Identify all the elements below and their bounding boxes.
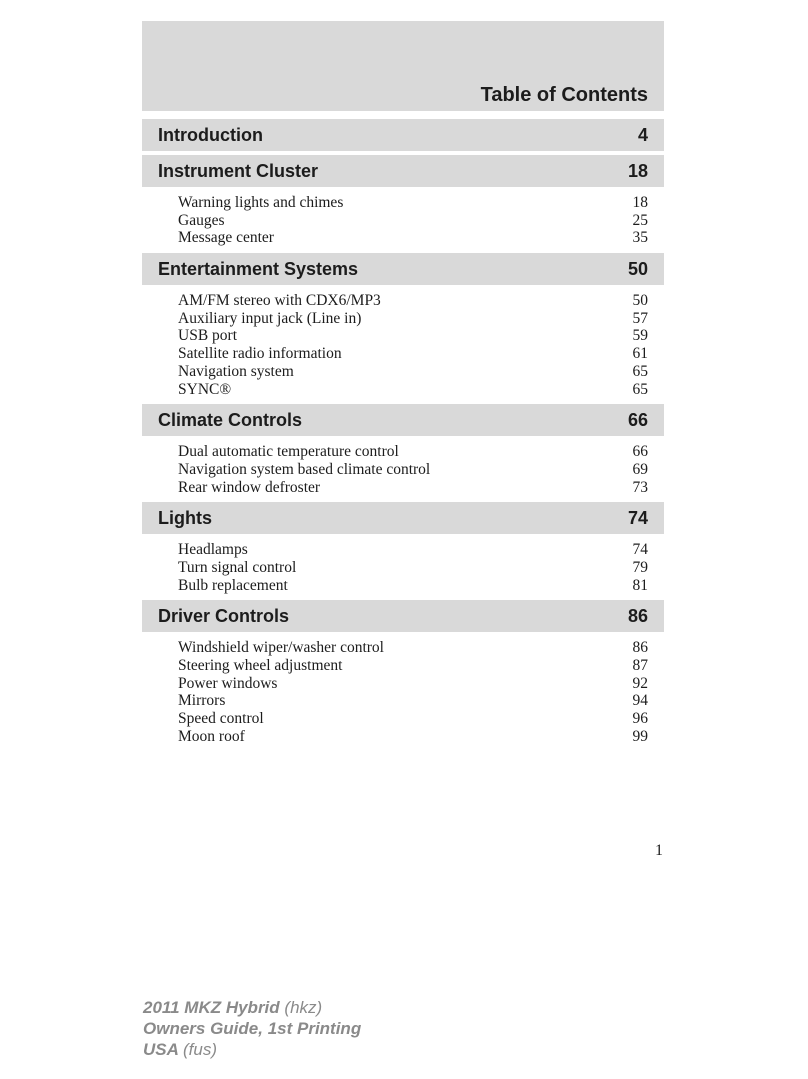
toc-entry-page: 25	[632, 211, 648, 229]
section-page: 18	[627, 160, 648, 181]
toc-entry[interactable]	[142, 292, 664, 310]
toc-section	[142, 155, 664, 249]
toc-entry[interactable]	[142, 310, 664, 328]
footer-model: 2011 MKZ Hybrid	[143, 998, 280, 1017]
toc-entry-label: Satellite radio information	[178, 345, 342, 363]
toc-entry[interactable]	[142, 229, 664, 247]
toc-entry-page: 69	[632, 460, 648, 478]
toc-entry-page: 96	[632, 710, 648, 728]
footer-market-code: (fus)	[183, 1040, 217, 1059]
toc-entry-page: 94	[632, 692, 648, 710]
toc-entry[interactable]	[142, 541, 664, 559]
toc-entry[interactable]	[142, 728, 664, 746]
section-header[interactable]	[142, 404, 664, 436]
footer-line-model	[143, 997, 361, 1018]
toc-entry[interactable]	[142, 461, 664, 479]
toc-entry-page: 35	[632, 229, 648, 247]
toc-entry-page: 99	[632, 727, 648, 745]
section-title: Climate Controls	[158, 409, 303, 430]
toc-entry[interactable]	[142, 710, 664, 728]
section-items	[142, 285, 664, 400]
toc-entry[interactable]	[142, 479, 664, 497]
footer-model-code: (hkz)	[284, 998, 323, 1017]
section-header[interactable]	[142, 253, 664, 285]
section-title: Driver Controls	[158, 605, 290, 626]
toc-entry-page: 65	[632, 362, 648, 380]
section-header[interactable]	[142, 600, 664, 632]
toc-section	[142, 404, 664, 498]
section-items	[142, 436, 664, 498]
page-title: Table of Contents	[480, 84, 648, 106]
section-page: 50	[627, 258, 648, 279]
toc-entry-page: 87	[632, 657, 648, 674]
footer-market: USA	[143, 1040, 179, 1059]
toc-entry-label: Warning lights and chimes	[178, 194, 344, 211]
toc-entry-label: Auxiliary input jack (Line in)	[178, 309, 362, 327]
footer-line-market	[143, 1039, 361, 1060]
section-items	[142, 187, 664, 249]
toc-entry[interactable]	[142, 577, 664, 595]
toc-entry-page: 81	[632, 576, 648, 594]
toc-entry-label: Rear window defroster	[178, 478, 321, 496]
toc-entry-label: Windshield wiper/washer control	[178, 639, 384, 657]
table-of-contents	[142, 119, 664, 751]
toc-entry-label: USB port	[178, 327, 237, 345]
toc-entry[interactable]	[142, 363, 664, 381]
section-header[interactable]	[142, 119, 664, 151]
section-header[interactable]	[142, 155, 664, 187]
section-title: Lights	[158, 507, 212, 528]
toc-section	[142, 119, 664, 151]
title-banner	[142, 21, 664, 111]
section-page: 74	[627, 507, 648, 528]
toc-entry[interactable]	[142, 212, 664, 230]
toc-entry-label: Mirrors	[178, 692, 226, 710]
toc-entry-label: Navigation system based climate control	[178, 460, 431, 478]
section-items	[142, 534, 664, 596]
section-items	[142, 632, 664, 747]
toc-entry[interactable]	[142, 443, 664, 461]
page-number: 1	[655, 842, 663, 859]
toc-entry[interactable]	[142, 675, 664, 693]
toc-entry-label: Dual automatic temperature control	[178, 443, 399, 461]
toc-entry-page: 57	[632, 309, 648, 327]
section-header[interactable]	[142, 502, 664, 534]
toc-section	[142, 600, 664, 747]
toc-entry[interactable]	[142, 692, 664, 710]
section-page: 4	[637, 124, 648, 145]
toc-entry-label: Steering wheel adjustment	[178, 657, 343, 674]
toc-entry-label: Message center	[178, 229, 274, 247]
toc-entry-label: Navigation system	[178, 362, 294, 380]
toc-section	[142, 502, 664, 596]
toc-entry-label: Power windows	[178, 674, 278, 692]
toc-entry-page: 18	[632, 194, 648, 211]
document-footer	[143, 997, 361, 1060]
toc-entry-page: 61	[632, 345, 648, 363]
toc-entry-page: 92	[632, 674, 648, 692]
toc-entry-label: AM/FM stereo with CDX6/MP3	[178, 292, 381, 310]
section-title: Introduction	[158, 124, 263, 145]
toc-entry[interactable]	[142, 381, 664, 399]
toc-entry-label: SYNC®	[178, 380, 232, 398]
toc-entry-page: 50	[632, 292, 648, 310]
section-title: Entertainment Systems	[158, 258, 359, 279]
toc-entry-page: 65	[632, 380, 648, 398]
toc-entry-label: Speed control	[178, 710, 264, 728]
toc-entry-page: 86	[632, 639, 648, 657]
footer-line-edition: Owners Guide, 1st Printing	[143, 1019, 362, 1038]
toc-entry[interactable]	[142, 194, 664, 212]
toc-section	[142, 253, 664, 400]
toc-entry[interactable]	[142, 345, 664, 363]
toc-entry-label: Bulb replacement	[178, 576, 288, 594]
section-title: Instrument Cluster	[158, 160, 319, 181]
toc-entry-page: 59	[632, 327, 648, 345]
toc-entry-page: 79	[632, 558, 648, 576]
toc-entry-label: Gauges	[178, 211, 225, 229]
toc-entry-page: 74	[632, 541, 648, 559]
toc-entry-label: Headlamps	[178, 541, 248, 559]
toc-entry-page: 73	[632, 478, 648, 496]
toc-entry[interactable]	[142, 657, 664, 675]
section-page: 86	[627, 605, 648, 626]
section-page: 66	[627, 409, 648, 430]
toc-entry[interactable]	[142, 559, 664, 577]
toc-entry-page: 66	[632, 443, 648, 461]
toc-entry[interactable]	[142, 639, 664, 657]
toc-entry[interactable]	[142, 327, 664, 345]
toc-entry-label: Moon roof	[178, 727, 245, 745]
toc-entry-label: Turn signal control	[178, 558, 297, 576]
